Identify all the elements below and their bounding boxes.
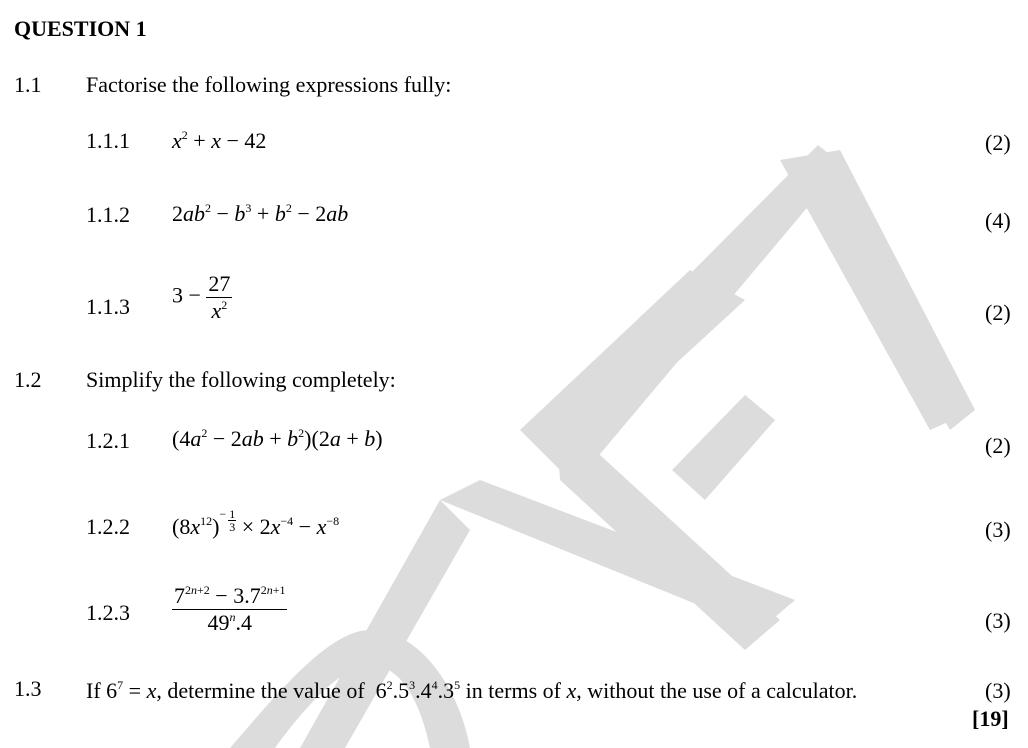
q1-1-instruction: Factorise the following expressions fully: (86, 72, 452, 97)
q1-2-3-marks: (3) (985, 608, 1011, 633)
q1-1-3-expression: 3 − $\frac{27}{x^2}$ (172, 271, 231, 323)
q1-2-1-expression: $(4a^2 - 2ab + b^2)(2a + b)$ (172, 426, 383, 451)
q1-2-2-number: 1.2.2 (86, 514, 130, 539)
q1-1-1-number: 1.1.1 (86, 128, 130, 153)
q1-3-mid: , determine the value of (156, 678, 365, 703)
q1-1-2-expression: $2ab^2 - b^3 + b^2 - 2ab$ (172, 201, 349, 226)
q1-2-2-marks: (3) (985, 517, 1011, 542)
q1-1-1-expression: $x^2 + x - 42$ (172, 128, 267, 153)
question-title: QUESTION 1 (14, 16, 147, 41)
q1-2-3-expression: $\frac{7^{2n+2} - 3.7^{2n+1}}{49^n.4}$ (174, 583, 286, 635)
q1-3-marks: (3) (985, 678, 1011, 703)
q1-2-1-marks: (2) (985, 433, 1011, 458)
q1-2-3-number: 1.2.3 (86, 600, 130, 625)
q1-1-3-marks: (2) (985, 300, 1011, 325)
q1-3-number: 1.3 (14, 676, 42, 701)
q1-3-text: If $6^7 = x$, determine the value of $6^2.5^3.4^4.3^5$ in terms of x, without the use of a calculator. (86, 678, 858, 703)
q1-1-2-number: 1.1.2 (86, 202, 130, 227)
q1-2-instruction: Simplify the following completely: (86, 367, 396, 392)
q1-3-end-pre: in terms of (465, 678, 561, 703)
q1-1-number: 1.1 (14, 72, 42, 97)
q1-1-1-marks: (2) (985, 130, 1011, 155)
q1-1-2-marks: (4) (985, 208, 1011, 233)
q1-3-end-post: , without the use of a calculator. (576, 678, 858, 703)
question-total: [19] (972, 706, 1009, 731)
q1-2-1-number: 1.2.1 (86, 428, 130, 453)
q1-2-2-expression: $(8x^{12})^-$ $\frac{1}{3}$ × $2x^{-4} - x^{-8}$ (172, 507, 340, 539)
q1-3-end-var: x (566, 678, 577, 703)
q1-3-if: If (86, 678, 101, 703)
q1-2-number: 1.2 (14, 367, 42, 392)
q1-1-3-number: 1.1.3 (86, 294, 130, 319)
